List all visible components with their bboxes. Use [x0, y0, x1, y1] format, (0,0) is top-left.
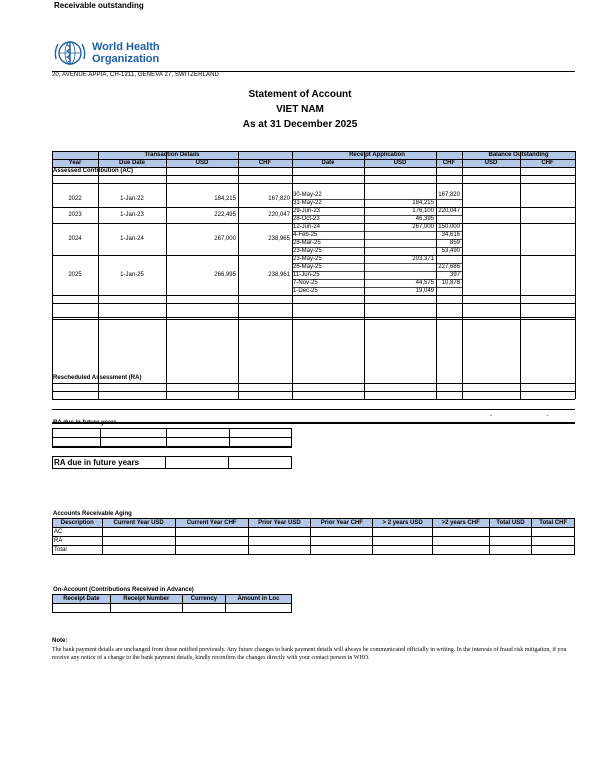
aging-cell — [175, 528, 248, 537]
column-rule — [292, 151, 293, 399]
receipt-chf: 53,490 — [441, 247, 460, 254]
receipt-date: 23-May-25 — [293, 247, 322, 254]
receipt-chf: 150,000 — [438, 223, 460, 230]
aging-column-header: Prior Year CHF — [311, 519, 373, 528]
receipt-date: 11-Jun-25 — [293, 271, 320, 278]
receipt-usd: 203,371 — [412, 255, 434, 262]
aging-column-header: Description — [53, 519, 103, 528]
aging-cell — [373, 537, 432, 546]
transaction-year: 2022 — [68, 195, 82, 202]
transaction-year: 2025 — [68, 271, 82, 278]
transaction-due-date: 1-Jan-23 — [120, 211, 144, 218]
receipt-usd: 19,049 — [415, 287, 434, 294]
transaction-chf: 220,047 — [268, 211, 290, 218]
aging-cell — [248, 546, 311, 555]
aging-row-label: RA — [53, 537, 103, 546]
aging-column-header: > 2 years USD — [373, 519, 432, 528]
column-rule — [52, 151, 53, 399]
aging-column-header: Total USD — [489, 519, 532, 528]
transaction-due-date: 1-Jan-22 — [120, 195, 144, 202]
row-rule — [52, 317, 575, 318]
row-rule — [52, 391, 575, 392]
column-header: Date — [292, 159, 364, 168]
who-emblem-icon — [52, 39, 88, 67]
column-rule — [520, 151, 521, 399]
aging-cell — [311, 528, 373, 537]
section-ra-label: Rescheduled Assessment (RA) — [53, 375, 142, 381]
aging-column-header: >2 years CHF — [432, 519, 489, 528]
column-rule — [462, 151, 463, 399]
country-name: VIET NAM — [276, 104, 324, 115]
receivable-outstanding-label: Receivable outstanding — [54, 1, 144, 10]
aging-cell — [432, 537, 489, 546]
receipt-date: 1-Dec-25 — [293, 287, 318, 294]
aging-title: Accounts Receivable Aging — [53, 511, 132, 517]
aging-column-header: Current Year CHF — [175, 519, 248, 528]
receipt-date: 7-Nov-25 — [293, 279, 318, 286]
receipt-usd: 176,100 — [412, 207, 434, 214]
aging-row — [53, 537, 575, 546]
receipt-usd: 184,215 — [412, 199, 434, 206]
receipt-usd: 267,000 — [412, 223, 434, 230]
column-header: Year — [52, 159, 98, 168]
aging-cell — [311, 546, 373, 555]
transaction-year: 2024 — [68, 235, 82, 242]
receipt-date: 4-Feb-25 — [293, 231, 318, 238]
ra-future-double-rule — [52, 446, 292, 448]
transaction-chf: 167,820 — [268, 195, 290, 202]
aging-cell — [102, 546, 175, 555]
aging-column-header: Current Year USD — [102, 519, 175, 528]
aging-cell — [248, 537, 311, 546]
on-account-header-row — [53, 595, 292, 604]
note-title: Note: — [52, 638, 68, 644]
group-header: Balance Outstanding — [462, 151, 575, 160]
transaction-chf: 238,961 — [268, 271, 290, 278]
aging-cell — [175, 546, 248, 555]
receipt-chf: 220,047 — [438, 207, 460, 214]
transaction-usd: 267,000 — [214, 235, 236, 242]
on-account-title: On-Account (Contributions Received in Advance) — [53, 587, 194, 593]
receipt-date: 31-May-22 — [293, 199, 322, 206]
transaction-chf: 238,965 — [268, 235, 290, 242]
receipt-date: 30-May-22 — [293, 191, 322, 198]
group-header-rule — [52, 159, 575, 160]
aging-row-label: Total — [53, 546, 103, 555]
group-header: Transaction Details — [52, 151, 292, 160]
row-rule — [52, 399, 575, 400]
column-header: CHF — [238, 159, 292, 168]
aging-cell — [489, 528, 532, 537]
receipt-chf: 397 — [449, 271, 460, 278]
transaction-usd: 184,215 — [214, 195, 236, 202]
ra-future-total-label: RA due in future years — [53, 457, 166, 469]
receipt-date: 28-Mar-25 — [293, 239, 321, 246]
ra-future-label: RA due in future years — [53, 420, 117, 426]
org-name-line1: World Health — [92, 41, 160, 53]
on-account-column-header: Receipt Date — [53, 595, 111, 604]
column-header: USD — [364, 159, 436, 168]
row-rule — [52, 383, 575, 384]
column-header: CHF — [520, 159, 575, 168]
aging-cell — [373, 546, 432, 555]
aging-cell — [432, 528, 489, 537]
column-rule — [98, 151, 99, 399]
aging-cell — [532, 546, 575, 555]
aging-table — [52, 518, 575, 555]
aging-cell — [311, 537, 373, 546]
receipt-date: 28-Oct-23 — [293, 215, 320, 222]
who-logo — [52, 39, 88, 67]
receipt-chf: 227,686 — [438, 263, 460, 270]
transaction-year: 2023 — [68, 211, 82, 218]
receipt-chf: 167,820 — [438, 191, 460, 198]
section-ac-label: Assessed Contribution (AC) — [53, 168, 134, 174]
aging-cell — [248, 528, 311, 537]
receipt-usd: 46,395 — [415, 215, 434, 222]
receipt-chf: 10,878 — [441, 279, 460, 286]
receipt-date: 23-May-25 — [293, 255, 322, 262]
receipt-date: 26-May-25 — [293, 263, 322, 270]
column-rule — [166, 151, 167, 399]
on-account-column-header: Currency — [182, 595, 225, 604]
aging-cell — [532, 537, 575, 546]
column-rule — [436, 151, 437, 399]
transaction-due-date: 1-Jan-25 — [120, 271, 144, 278]
column-header: USD — [462, 159, 520, 168]
aging-cell — [489, 546, 532, 555]
column-rule — [364, 151, 365, 399]
aging-cell — [102, 528, 175, 537]
transaction-usd: 266,995 — [214, 271, 236, 278]
aging-cell — [489, 537, 532, 546]
aging-cell — [102, 537, 175, 546]
aging-row — [53, 528, 575, 537]
aging-cell — [432, 546, 489, 555]
ra-future-total-table — [52, 456, 292, 469]
as-at-date: As at 31 December 2025 — [242, 119, 358, 130]
column-rule — [575, 151, 576, 399]
note-text: The bank payment details are unchanged from those notified previously. Any future changes to bank payment details will always be communicated officially in writing. In the interests of fraud risk mitigation, if you receive any notice of a change to the bank payment details, kindly reconfirm the changes directly with your contact person in WHO. — [52, 647, 567, 661]
group-header: Receipt Application — [292, 151, 462, 160]
column-rule — [238, 151, 239, 399]
receipt-date: 12-Jun-24 — [293, 223, 321, 230]
column-header: USD — [166, 159, 238, 168]
row-rule — [52, 175, 575, 176]
aging-cell — [175, 537, 248, 546]
org-name-line2: Organization — [92, 53, 160, 65]
receivable-bottom-rule — [52, 422, 575, 424]
receipt-chf: 34,616 — [441, 231, 460, 238]
row-rule — [52, 319, 575, 320]
on-account-column-header: Receipt Number — [110, 595, 182, 604]
table-top-rule — [52, 151, 575, 152]
aging-row — [53, 546, 575, 555]
transaction-due-date: 1-Jan-24 — [120, 235, 144, 242]
ra-future-table — [52, 428, 292, 447]
row-rule — [52, 303, 575, 304]
receivable-top-rule — [52, 409, 575, 410]
aging-cell — [532, 528, 575, 537]
on-account-column-header: Amount in Loc — [225, 595, 291, 604]
statement-title: Statement of Account — [248, 89, 352, 100]
transaction-usd: 222,495 — [214, 211, 236, 218]
org-address: 20, AVENUE APPIA, CH-1211, GENEVA 27, SWITZERLAND — [52, 72, 219, 78]
aging-cell — [373, 528, 432, 537]
column-header: Due Date — [98, 159, 166, 168]
aging-header-row — [53, 519, 575, 528]
aging-row-label: AC — [53, 528, 103, 537]
receipt-usd: 44,575 — [415, 279, 434, 286]
column-header: CHF — [436, 159, 462, 168]
row-rule — [52, 183, 575, 184]
receipt-date: 29-Jun-23 — [293, 207, 321, 214]
aging-column-header: Prior Year USD — [248, 519, 311, 528]
aging-column-header: Total CHF — [532, 519, 575, 528]
receipt-chf: 859 — [449, 239, 460, 246]
on-account-table — [52, 594, 292, 613]
receivable-chf: - — [546, 413, 549, 419]
receivable-usd: - — [490, 413, 492, 419]
